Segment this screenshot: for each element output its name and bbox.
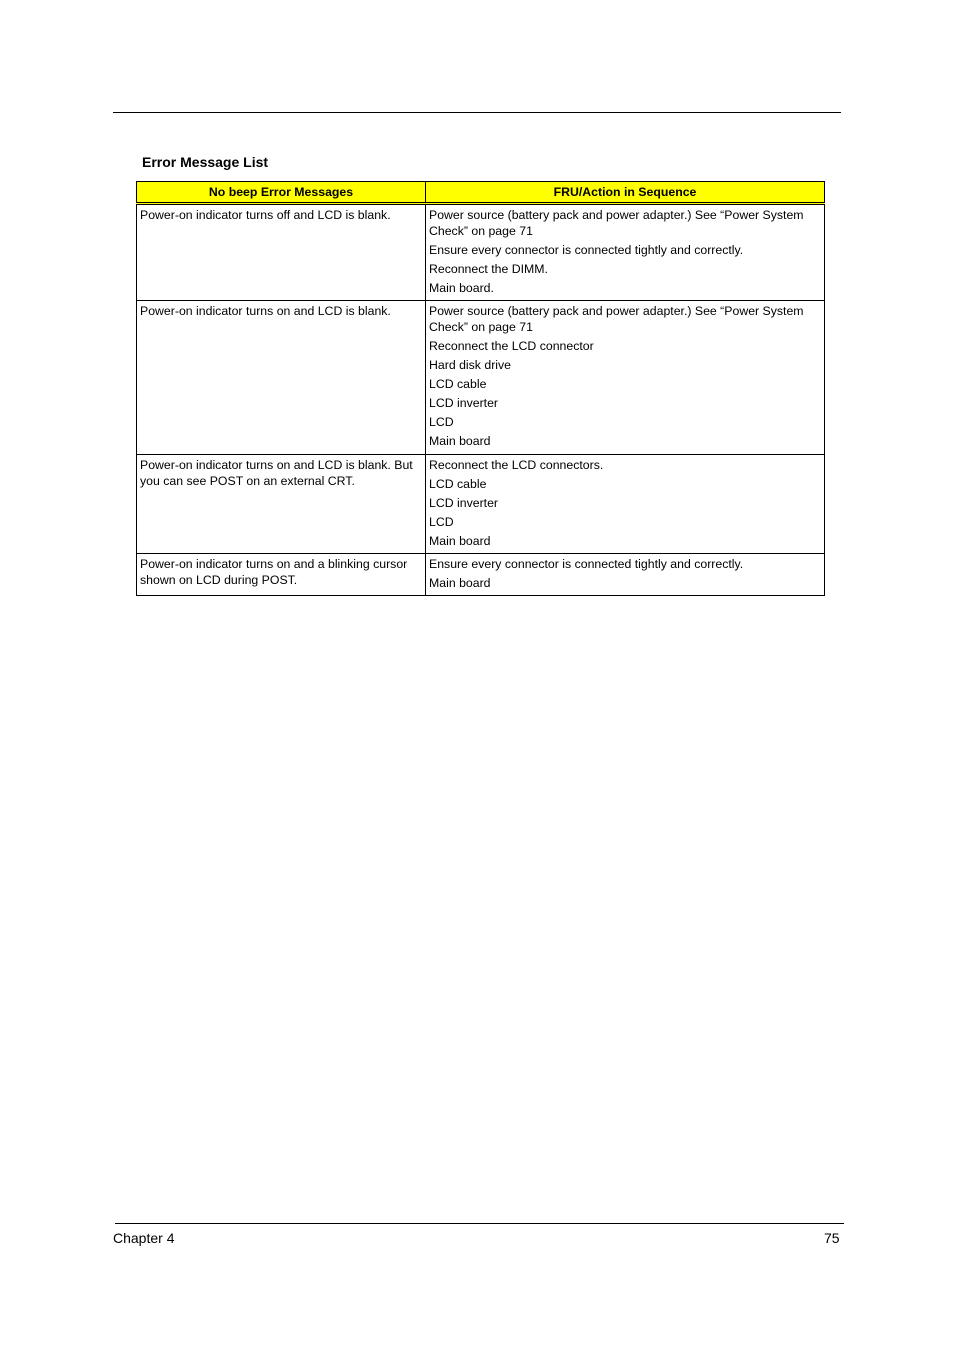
error-message-table — [136, 181, 825, 596]
action-item: Power source (battery pack and power adapter.) See “Power System Check” on page 71 — [429, 304, 804, 334]
table-row — [137, 204, 825, 301]
column-header-actions: FRU/Action in Sequence — [426, 182, 825, 204]
footer-page-number: 75 — [824, 1230, 840, 1246]
action-list-cell — [426, 301, 825, 455]
action-item: Power source (battery pack and power adapter.) See “Power System Check” on page 71 — [429, 208, 804, 238]
action-item: LCD — [429, 415, 454, 429]
action-item: Ensure every connector is connected tightly and correctly. — [429, 243, 744, 257]
action-item: Main board. — [429, 281, 494, 295]
action-item: Hard disk drive — [429, 358, 512, 372]
action-item: LCD — [429, 515, 454, 529]
action-item: LCD cable — [429, 377, 487, 391]
action-list-cell — [426, 554, 825, 596]
footer-rule — [115, 1223, 844, 1224]
action-item: Main board — [429, 534, 491, 548]
action-item: Reconnect the LCD connector — [429, 339, 594, 353]
action-item: Ensure every connector is connected tightly and correctly. — [429, 557, 744, 571]
column-header-messages: No beep Error Messages — [137, 182, 426, 204]
table-row — [137, 455, 825, 554]
table-row — [137, 301, 825, 455]
action-item: Main board — [429, 434, 491, 448]
action-item: Reconnect the DIMM. — [429, 262, 548, 276]
action-item: LCD inverter — [429, 396, 499, 410]
header-rule — [113, 112, 841, 113]
action-item: Reconnect the LCD connectors. — [429, 458, 604, 472]
section-title: Error Message List — [142, 154, 269, 170]
table-row — [137, 554, 825, 596]
error-message-cell: Power-on indicator turns off and LCD is blank. — [137, 204, 426, 301]
error-message-cell: Power-on indicator turns on and a blinking cursor shown on LCD during POST. — [137, 554, 426, 596]
action-item: LCD inverter — [429, 496, 499, 510]
action-list-cell — [426, 204, 825, 301]
table-header-row — [137, 182, 825, 204]
action-item: Main board — [429, 576, 491, 590]
footer-chapter: Chapter 4 — [113, 1230, 175, 1246]
action-item: LCD cable — [429, 477, 487, 491]
error-message-cell: Power-on indicator turns on and LCD is blank. — [137, 301, 426, 455]
action-list-cell — [426, 455, 825, 554]
error-message-cell: Power-on indicator turns on and LCD is blank. But you can see POST on an external CRT. — [137, 455, 426, 554]
